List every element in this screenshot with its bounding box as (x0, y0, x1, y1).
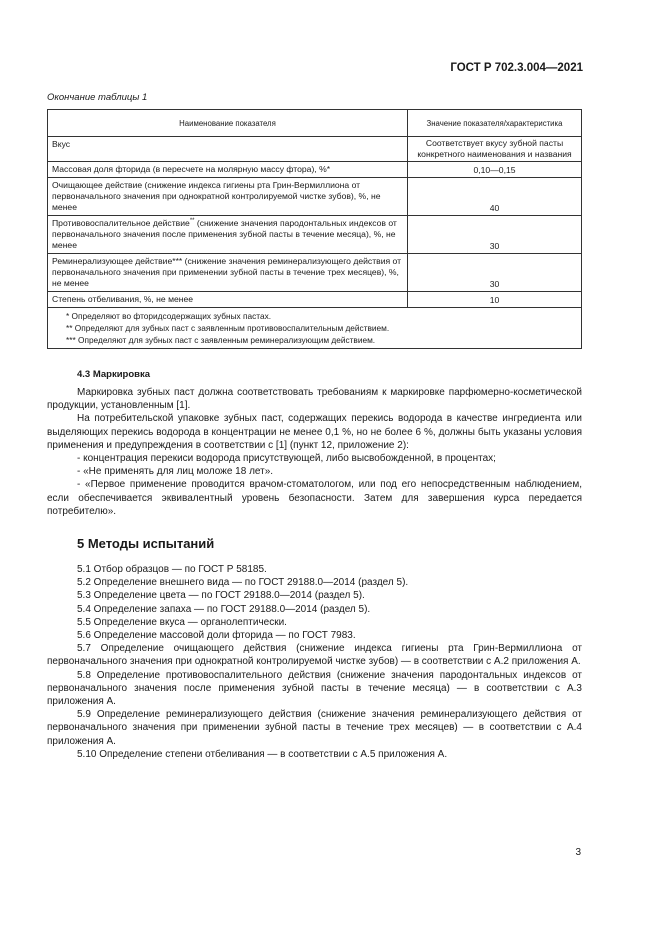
list-item: 5.4 Определение запаха — по ГОСТ 29188.0—2014 (раздел 5). (77, 603, 371, 615)
table-note: ** Определяют для зубных паст с заявленным противовоспалительным действием. (66, 323, 390, 333)
table-note: * Определяют во фторидсодержащих зубных пастах. (66, 311, 272, 321)
indicator-name: Реминерализующее действие*** (снижение значения реминерализующего действия от первоначального значения при применении зубной пасты в течение трех месяцев), %, не менее (48, 254, 408, 292)
indicator-value: 30 (408, 254, 582, 292)
footnote-marker: ** (189, 218, 195, 225)
paragraph: - «Не применять для лиц моложе 18 лет». (77, 466, 274, 478)
section-4-3-title: 4.3 Маркировка (77, 369, 151, 380)
table-header-row (48, 110, 582, 137)
section-5-body (47, 563, 582, 761)
table-caption: Окончание таблицы 1 (47, 92, 148, 103)
section-5-title: 5 Методы испытаний (77, 536, 215, 551)
list-item: 5.1 Отбор образцов — по ГОСТ Р 58185. (77, 564, 267, 575)
paragraph: - концентрация перекиси водорода присутствующей, либо высвобожденной, в процентах; (77, 453, 496, 465)
indicator-name: Очищающее действие (снижение индекса гигиены рта Грин-Вермиллиона от первоначального значения при однократной контролируемой чистке зубов), %, не менее (48, 178, 408, 216)
list-item: 5.9 Определение реминерализующего действия (снижение значения реминерализующего действия от первоначального значения при применении зубной пасты в течение трех месяцев) — в соответствии с А.4 приложения А. (47, 709, 582, 747)
indicator-name (48, 216, 408, 254)
list-item: 5.7 Определение очищающего действия (снижение индекса гигиены рта Грин-Вермиллиона от первоначального значения при однократной контролируемой чистке зубов) — в соответствии с А.2 приложения А. (47, 643, 582, 668)
list-item: 5.6 Определение массовой доли фторида — по ГОСТ 7983. (77, 630, 356, 642)
table-notes-row (48, 308, 582, 349)
indicator-name-rest: (снижение значения пародонтальных индексов от первоначального значения после применения зубной пасты в течение месяца), %, не менее (52, 218, 397, 250)
indicator-name: Вкус (48, 137, 408, 162)
indicator-value: 10 (408, 292, 582, 308)
table-row (48, 292, 582, 308)
list-item: 5.3 Определение цвета — по ГОСТ 29188.0—2014 (раздел 5). (77, 590, 365, 602)
table-row (48, 162, 582, 178)
table-row (48, 137, 582, 162)
table-row (48, 178, 582, 216)
page-number: 3 (575, 847, 581, 858)
indicator-value: 0,10—0,15 (408, 162, 582, 178)
table-note: *** Определяют для зубных паст с заявленным реминерализующим действием. (66, 335, 376, 345)
column-header-value: Значение показателя/характеристика (408, 110, 582, 137)
indicator-name: Степень отбеливания, %, не менее (48, 292, 408, 308)
indicator-name-start: Противовоспалительное действие (52, 218, 190, 228)
indicator-value: 40 (408, 178, 582, 216)
indicator-value: Соответствует вкусу зубной пасты конкретного наименования и названия (408, 137, 582, 162)
section-4-3-body (47, 386, 582, 518)
paragraph: На потребительской упаковке зубных паст, содержащих перекись водорода в качестве ингредиента или выделяющих перекись водорода в концентрации не менее 0,1 %, но не более 6 %, должны быть указаны условия применения и предупреждения в соответствии с [1] (пункт 12, приложение 2): (47, 413, 582, 451)
table-row (48, 216, 582, 254)
indicator-name: Массовая доля фторида (в пересчете на молярную массу фтора), %* (48, 162, 408, 178)
indicators-table (47, 109, 582, 349)
table-row (48, 254, 582, 292)
list-item: 5.10 Определение степени отбеливания — в соответствии с А.5 приложения А. (77, 748, 448, 760)
list-item: 5.8 Определение противовоспалительного действия (снижение значения пародонтальных индексов от первоначального значения после применения зубной пасты в течение месяца) — в соответствии с А.3 приложения А. (47, 669, 582, 708)
paragraph: Маркировка зубных паст должна соответствовать требованиям к маркировке парфюмерно-косметической продукции, установленным [1]. (47, 387, 582, 412)
table-notes (48, 308, 582, 349)
document-id: ГОСТ Р 702.3.004—2021 (450, 62, 583, 74)
column-header-name: Наименование показателя (48, 110, 408, 137)
list-item: 5.5 Определение вкуса — органолептически. (77, 616, 287, 628)
paragraph: - «Первое применение проводится врачом-стоматологом, или под его непосредственным наблюдением, если обеспечивается эквивалентный уровень безопасности. Затем для завершения курса передается потребителю». (47, 479, 582, 517)
indicator-value: 30 (408, 216, 582, 254)
list-item: 5.2 Определение внешнего вида — по ГОСТ 29188.0—2014 (раздел 5). (77, 577, 409, 589)
